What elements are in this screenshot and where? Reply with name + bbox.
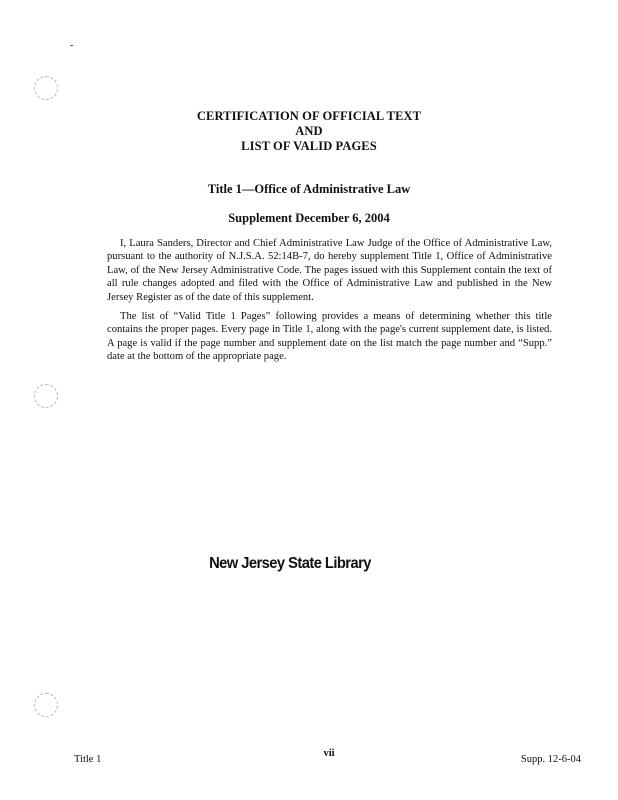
footer-title: Title 1 xyxy=(74,754,102,765)
heading-line-3: LIST OF VALID PAGES xyxy=(241,139,377,153)
punch-hole-middle xyxy=(34,384,58,408)
certification-paragraph: I, Laura Sanders, Director and Chief Administrative Law Judge of the Office of Administrative Law, pursuant to the authority of N.J.S.A. 52:14B-7, do hereby supplement Title 1, Office of Administrative Law, of the New Jersey Administrative Code. The pages issued with this Supplement contain the text of all rule changes adopted and filed with the Office of Administrative Law and published in the New Jersey Register as of the date of this supplement. xyxy=(107,238,552,303)
footer-supplement-date: Supp. 12-6-04 xyxy=(520,754,581,765)
heading-line-1: CERTIFICATION OF OFFICIAL TEXT xyxy=(196,109,422,123)
supplement-date-heading: Supplement December 6, 2004 xyxy=(228,211,390,225)
heading-line-2: AND xyxy=(295,124,323,138)
certification-heading xyxy=(0,109,618,154)
scan-mark xyxy=(70,45,73,46)
punch-hole-top xyxy=(34,76,58,100)
punch-hole-bottom xyxy=(34,693,58,717)
valid-pages-paragraph: The list of “Valid Title 1 Pages” following provides a means of determining whether this title contains the proper pages. Every page in Title 1, along with the page's current supplement date, is listed. A page is valid if the page number and supplement date on the list match the page number and “Supp.” date at the bottom of the appropriate page. xyxy=(107,311,552,363)
footer-page-number: vii xyxy=(323,748,335,759)
library-stamp: New Jersey State Library xyxy=(209,555,371,572)
title-heading: Title 1—Office of Administrative Law xyxy=(207,182,411,196)
